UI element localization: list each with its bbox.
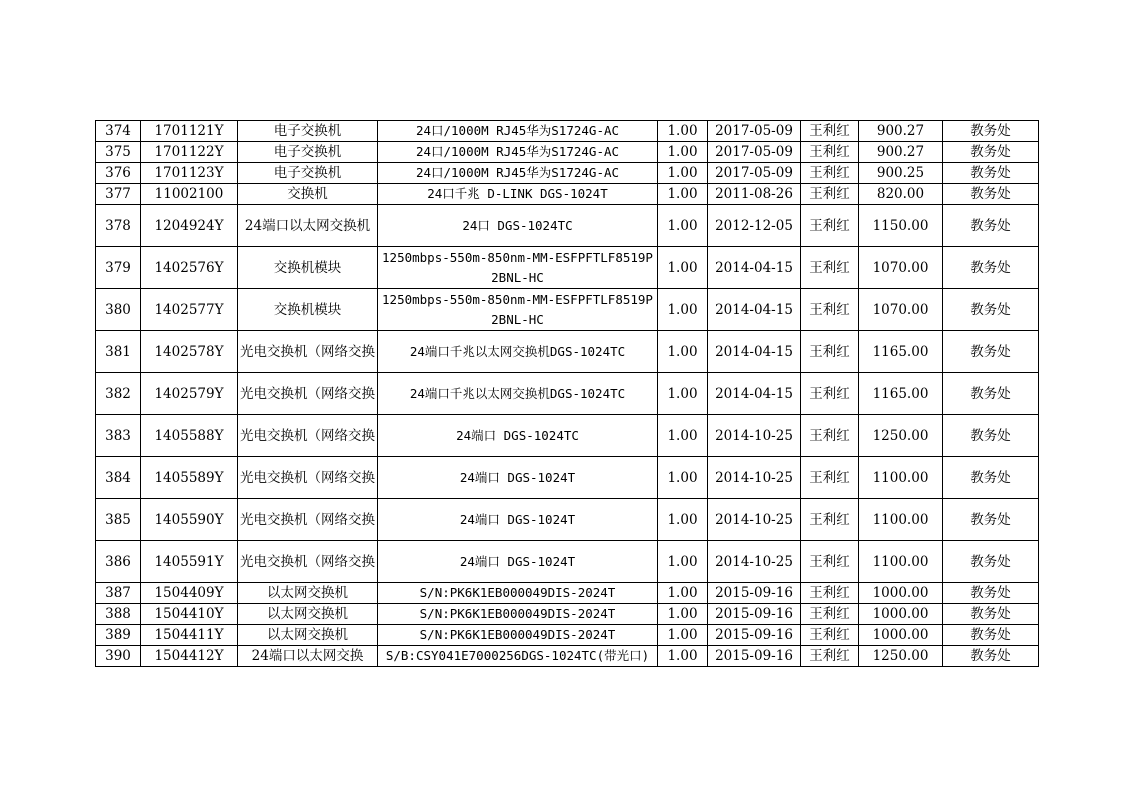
table-row: [96, 121, 1039, 142]
amount-cell: 820.00: [859, 184, 943, 205]
purchase-date-cell: 2014-04-15: [708, 247, 801, 289]
asset-code-cell: 1504411Y: [141, 625, 238, 646]
table-row: [96, 184, 1039, 205]
amount-cell: 1165.00: [859, 373, 943, 415]
department-cell: 教务处: [943, 163, 1039, 184]
asset-name-cell: 以太网交换机: [238, 583, 378, 604]
quantity-cell: 1.00: [658, 121, 708, 142]
department-cell: 教务处: [943, 541, 1039, 583]
keeper-cell: 王利红: [801, 625, 859, 646]
asset-code-cell: 1204924Y: [141, 205, 238, 247]
purchase-date-cell: 2011-08-26: [708, 184, 801, 205]
quantity-cell: 1.00: [658, 184, 708, 205]
row-number-cell: 388: [96, 604, 141, 625]
asset-table: [95, 120, 1039, 667]
asset-spec-cell: S/B:CSY041E7000256DGS-1024TC(带光口): [378, 646, 658, 667]
purchase-date-cell: 2014-04-15: [708, 373, 801, 415]
keeper-cell: 王利红: [801, 142, 859, 163]
asset-spec-cell: 24端口千兆以太网交换机DGS-1024TC: [378, 373, 658, 415]
department-cell: 教务处: [943, 499, 1039, 541]
asset-spec-cell: 24口千兆 D-LINK DGS-1024T: [378, 184, 658, 205]
asset-code-cell: 1504410Y: [141, 604, 238, 625]
quantity-cell: 1.00: [658, 457, 708, 499]
purchase-date-cell: 2014-10-25: [708, 457, 801, 499]
asset-spec-cell: 24口/1000M RJ45华为S1724G-AC: [378, 163, 658, 184]
row-number-cell: 380: [96, 289, 141, 331]
keeper-cell: 王利红: [801, 457, 859, 499]
amount-cell: 1000.00: [859, 625, 943, 646]
asset-code-cell: 1701123Y: [141, 163, 238, 184]
asset-name-cell: 24端口以太网交换: [238, 646, 378, 667]
table-row: [96, 205, 1039, 247]
department-cell: 教务处: [943, 247, 1039, 289]
row-number-cell: 376: [96, 163, 141, 184]
keeper-cell: 王利红: [801, 247, 859, 289]
purchase-date-cell: 2015-09-16: [708, 625, 801, 646]
asset-name-cell: 以太网交换机: [238, 604, 378, 625]
purchase-date-cell: 2014-04-15: [708, 289, 801, 331]
department-cell: 教务处: [943, 142, 1039, 163]
keeper-cell: 王利红: [801, 604, 859, 625]
keeper-cell: 王利红: [801, 331, 859, 373]
asset-name-cell: 电子交换机: [238, 163, 378, 184]
asset-spec-cell: 1250mbps-550m-850nm-MM-ESFPFTLF8519P2BNL-HC: [378, 247, 658, 289]
department-cell: 教务处: [943, 415, 1039, 457]
purchase-date-cell: 2014-10-25: [708, 499, 801, 541]
purchase-date-cell: 2014-10-25: [708, 415, 801, 457]
keeper-cell: 王利红: [801, 184, 859, 205]
amount-cell: 900.27: [859, 142, 943, 163]
quantity-cell: 1.00: [658, 331, 708, 373]
quantity-cell: 1.00: [658, 142, 708, 163]
quantity-cell: 1.00: [658, 163, 708, 184]
purchase-date-cell: 2014-04-15: [708, 331, 801, 373]
row-number-cell: 374: [96, 121, 141, 142]
amount-cell: 1165.00: [859, 331, 943, 373]
asset-name-cell: 光电交换机（网络交换: [238, 331, 378, 373]
quantity-cell: 1.00: [658, 373, 708, 415]
table-row: [96, 541, 1039, 583]
quantity-cell: 1.00: [658, 499, 708, 541]
keeper-cell: 王利红: [801, 499, 859, 541]
quantity-cell: 1.00: [658, 541, 708, 583]
quantity-cell: 1.00: [658, 583, 708, 604]
asset-name-cell: 光电交换机（网络交换: [238, 457, 378, 499]
department-cell: 教务处: [943, 184, 1039, 205]
asset-spec-cell: S/N:PK6K1EB000049DIS-2024T: [378, 604, 658, 625]
row-number-cell: 387: [96, 583, 141, 604]
asset-spec-cell: S/N:PK6K1EB000049DIS-2024T: [378, 625, 658, 646]
purchase-date-cell: 2017-05-09: [708, 121, 801, 142]
asset-code-cell: 1701121Y: [141, 121, 238, 142]
department-cell: 教务处: [943, 331, 1039, 373]
asset-code-cell: 1504409Y: [141, 583, 238, 604]
department-cell: 教务处: [943, 205, 1039, 247]
asset-code-cell: 1405591Y: [141, 541, 238, 583]
department-cell: 教务处: [943, 121, 1039, 142]
asset-name-cell: 电子交换机: [238, 121, 378, 142]
department-cell: 教务处: [943, 289, 1039, 331]
asset-code-cell: 1405590Y: [141, 499, 238, 541]
amount-cell: 1250.00: [859, 646, 943, 667]
asset-spec-cell: 24端口千兆以太网交换机DGS-1024TC: [378, 331, 658, 373]
keeper-cell: 王利红: [801, 163, 859, 184]
keeper-cell: 王利红: [801, 121, 859, 142]
row-number-cell: 390: [96, 646, 141, 667]
table-row: [96, 625, 1039, 646]
department-cell: 教务处: [943, 625, 1039, 646]
asset-spec-cell: S/N:PK6K1EB000049DIS-2024T: [378, 583, 658, 604]
keeper-cell: 王利红: [801, 583, 859, 604]
amount-cell: 1100.00: [859, 499, 943, 541]
asset-name-cell: 光电交换机（网络交换: [238, 373, 378, 415]
asset-name-cell: 交换机: [238, 184, 378, 205]
purchase-date-cell: 2015-09-16: [708, 583, 801, 604]
asset-code-cell: 1402577Y: [141, 289, 238, 331]
amount-cell: 900.25: [859, 163, 943, 184]
purchase-date-cell: 2012-12-05: [708, 205, 801, 247]
row-number-cell: 383: [96, 415, 141, 457]
asset-name-cell: 24端口以太网交换机: [238, 205, 378, 247]
table-row: [96, 457, 1039, 499]
quantity-cell: 1.00: [658, 205, 708, 247]
quantity-cell: 1.00: [658, 247, 708, 289]
keeper-cell: 王利红: [801, 541, 859, 583]
asset-name-cell: 光电交换机（网络交换: [238, 499, 378, 541]
keeper-cell: 王利红: [801, 373, 859, 415]
asset-code-cell: 1402579Y: [141, 373, 238, 415]
asset-name-cell: 交换机模块: [238, 289, 378, 331]
keeper-cell: 王利红: [801, 646, 859, 667]
quantity-cell: 1.00: [658, 646, 708, 667]
department-cell: 教务处: [943, 646, 1039, 667]
amount-cell: 900.27: [859, 121, 943, 142]
row-number-cell: 381: [96, 331, 141, 373]
row-number-cell: 385: [96, 499, 141, 541]
row-number-cell: 375: [96, 142, 141, 163]
asset-name-cell: 电子交换机: [238, 142, 378, 163]
asset-spec-cell: 24端口 DGS-1024T: [378, 541, 658, 583]
asset-name-cell: 光电交换机（网络交换: [238, 541, 378, 583]
amount-cell: 1100.00: [859, 457, 943, 499]
table-row: [96, 604, 1039, 625]
purchase-date-cell: 2017-05-09: [708, 163, 801, 184]
asset-spec-cell: 24口/1000M RJ45华为S1724G-AC: [378, 121, 658, 142]
asset-code-cell: 1402578Y: [141, 331, 238, 373]
keeper-cell: 王利红: [801, 415, 859, 457]
purchase-date-cell: 2017-05-09: [708, 142, 801, 163]
row-number-cell: 386: [96, 541, 141, 583]
quantity-cell: 1.00: [658, 289, 708, 331]
asset-spec-cell: 24端口 DGS-1024TC: [378, 415, 658, 457]
keeper-cell: 王利红: [801, 289, 859, 331]
asset-code-cell: 11002100: [141, 184, 238, 205]
table-row: [96, 646, 1039, 667]
asset-spec-cell: 24端口 DGS-1024T: [378, 499, 658, 541]
asset-code-cell: 1405588Y: [141, 415, 238, 457]
asset-name-cell: 光电交换机（网络交换: [238, 415, 378, 457]
amount-cell: 1250.00: [859, 415, 943, 457]
purchase-date-cell: 2015-09-16: [708, 646, 801, 667]
purchase-date-cell: 2014-10-25: [708, 541, 801, 583]
table-row: [96, 247, 1039, 289]
asset-spec-cell: 24口 DGS-1024TC: [378, 205, 658, 247]
amount-cell: 1000.00: [859, 583, 943, 604]
amount-cell: 1150.00: [859, 205, 943, 247]
table-row: [96, 142, 1039, 163]
row-number-cell: 379: [96, 247, 141, 289]
department-cell: 教务处: [943, 583, 1039, 604]
quantity-cell: 1.00: [658, 415, 708, 457]
row-number-cell: 378: [96, 205, 141, 247]
row-number-cell: 377: [96, 184, 141, 205]
asset-spec-cell: 24端口 DGS-1024T: [378, 457, 658, 499]
asset-spec-cell: 24口/1000M RJ45华为S1724G-AC: [378, 142, 658, 163]
table-row: [96, 499, 1039, 541]
department-cell: 教务处: [943, 604, 1039, 625]
quantity-cell: 1.00: [658, 625, 708, 646]
amount-cell: 1070.00: [859, 289, 943, 331]
amount-cell: 1000.00: [859, 604, 943, 625]
row-number-cell: 384: [96, 457, 141, 499]
asset-name-cell: 交换机模块: [238, 247, 378, 289]
purchase-date-cell: 2015-09-16: [708, 604, 801, 625]
asset-code-cell: 1402576Y: [141, 247, 238, 289]
quantity-cell: 1.00: [658, 604, 708, 625]
asset-code-cell: 1701122Y: [141, 142, 238, 163]
row-number-cell: 389: [96, 625, 141, 646]
amount-cell: 1070.00: [859, 247, 943, 289]
keeper-cell: 王利红: [801, 205, 859, 247]
table-row: [96, 163, 1039, 184]
asset-code-cell: 1504412Y: [141, 646, 238, 667]
asset-name-cell: 以太网交换机: [238, 625, 378, 646]
table-body: [96, 121, 1039, 667]
table-row: [96, 289, 1039, 331]
amount-cell: 1100.00: [859, 541, 943, 583]
table-row: [96, 583, 1039, 604]
department-cell: 教务处: [943, 457, 1039, 499]
row-number-cell: 382: [96, 373, 141, 415]
department-cell: 教务处: [943, 373, 1039, 415]
asset-code-cell: 1405589Y: [141, 457, 238, 499]
table-row: [96, 331, 1039, 373]
asset-spec-cell: 1250mbps-550m-850nm-MM-ESFPFTLF8519P2BNL-HC: [378, 289, 658, 331]
table-row: [96, 415, 1039, 457]
table-row: [96, 373, 1039, 415]
